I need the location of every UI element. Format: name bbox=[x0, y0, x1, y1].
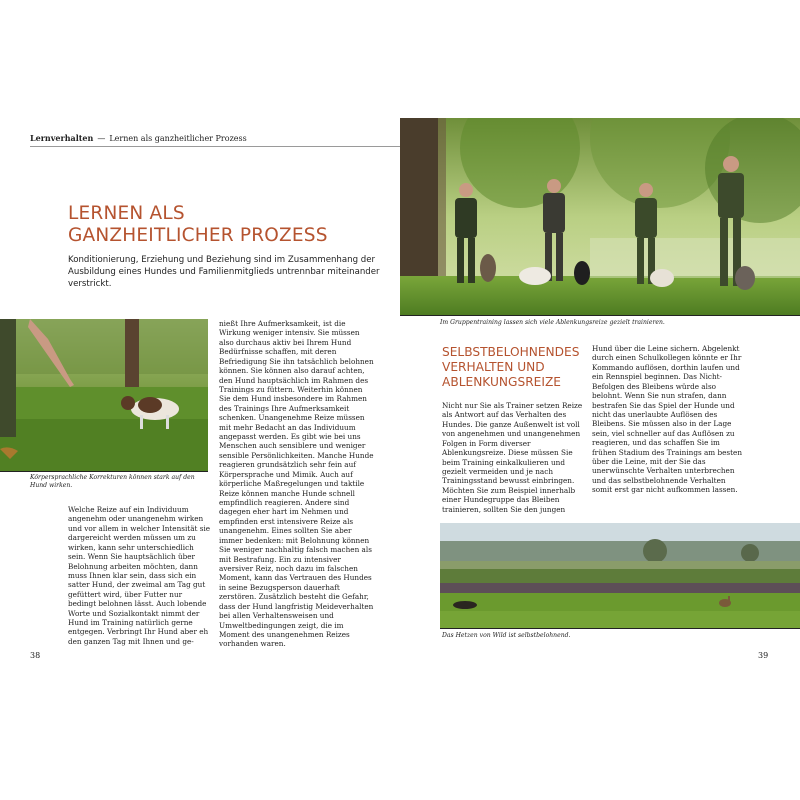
photo-field-hare bbox=[440, 523, 800, 628]
right-body-text-1: Nicht nur Sie als Trainer setzen Reize als Antwort auf das Verhalten des Hundes. Die ganze Außenwelt ist voll von angenehmen und unangenehmen Folgen in Form diverser Ablenkungsreize. Diese müssen Sie beim Training einkalkulieren und gezielt vermeiden und je nach Trainingsstand bewusst einbringen. Möchten Sie zum Beispiel innerhalb einer Hundegruppe das Bleiben trainieren, sollten Sie den jungen bbox=[442, 401, 583, 514]
right-body-column-2 bbox=[592, 344, 742, 495]
photo-caption-left: Körpersprachliche Korrekturen können stark auf den Hund wirken. bbox=[30, 474, 195, 490]
photo-group-training bbox=[400, 118, 800, 315]
left-body-column-1 bbox=[68, 505, 212, 646]
photo-handler-dog-image bbox=[0, 319, 208, 471]
photo-field-hare-image bbox=[440, 523, 800, 628]
right-page bbox=[400, 0, 800, 800]
running-head-section: Lernverhalten bbox=[30, 133, 94, 143]
chapter-title-line2: GANZHEITLICHER PROZESS bbox=[68, 225, 328, 246]
running-head-rule bbox=[30, 146, 400, 147]
section-subtitle-line2: VERHALTEN UND bbox=[442, 360, 545, 374]
photo-group-training-image bbox=[400, 118, 800, 315]
page-number-right: 39 bbox=[758, 651, 769, 660]
page-number-left: 38 bbox=[30, 651, 41, 660]
running-head bbox=[30, 133, 247, 143]
caption-rule-bottom bbox=[440, 628, 800, 629]
left-body-text-1: Welche Reize auf ein Individuum angenehm oder unangenehm wirken und vor allem in welcher Intensität sie dargereicht werden müssen um zu wirken, kann sehr unterschiedlich sein. Wenn Sie hauptsächlich über Belohnung arbeiten möchten, dann muss Ihnen klar sein, dass sich ein satter Hund, der zweimal am Tag gut gefüttert wird, über Futter nur bedingt belohnen lässt. Auch lobende Worte und Sozialkontakt nimmt der Hund im Training natürlich gerne entgegen. Verbringt Ihr Hund aber eh den ganzen Tag mit Ihnen und ge- bbox=[68, 505, 211, 646]
section-subtitle bbox=[442, 345, 602, 390]
photo-handler-dog bbox=[0, 319, 208, 471]
section-subtitle-line3: ABLENKUNGSREIZE bbox=[442, 375, 562, 389]
running-head-separator: — bbox=[97, 134, 106, 143]
chapter-title bbox=[68, 203, 388, 247]
right-body-text-2: Hund über die Leine sichern. Abgelenkt durch einen Schulkollegen könnte er Ihr Kommando auflösen, dorthin laufen und ein Rennspiel beginnen. Das Nicht-Befolgen des Bleibens würde also belohnt. Wenn Sie nun strafen, dann bestrafen Sie das Spiel der Hunde und nicht das unerlaubte Auflösen des Bleibens. Sie müssen also in der Lage sein, viel schneller auf das Auflösen zu reagieren, und das schaffen Sie im frühen Stadium des Trainings am besten über die Leine, mit der Sie das unerwünschte Verhalten unterbrechen und das selbstbelohnende Verhalten somit erst gar nicht aufkommen lassen. bbox=[592, 344, 743, 495]
caption-rule bbox=[0, 471, 208, 472]
section-subtitle-line1: SELBSTBELOHNENDES bbox=[442, 345, 580, 359]
left-body-column-2 bbox=[219, 319, 374, 649]
left-body-text-2: nießt Ihre Aufmerksamkeit, ist die Wirkung weniger intensiv. Sie müssen also durchaus aktiv bei Ihrem Hund Bedürfnisse schaffen, mit deren Befriedigung Sie ihn tatsächlich belohnen können. Sie können also darauf achten, den Hund hauptsächlich im Rahmen des Trainings zu füttern. Weiterhin können Sie dem Hund insbesondere im Rahmen des Trainings Ihre Aufmerksamkeit schenken. Unangenehme Reize müssen mit mehr Bedacht an das Individuum angepasst werden. Es gibt wie bei uns Menschen auch sensiblere und weniger sensible Persönlichkeiten. Manche Hunde reagieren grundsätzlich sehr fein auf Körpersprache und Mimik. Auch auf körperliche Maßregelungen und taktile Reize können manche Hunde schnell empfindlich reagieren. Andere sind dagegen eher hart im Nehmen und empfinden erst intensivere Reize als unangenehm. Eines sollten Sie aber immer bedenken: mit Belohnung können Sie weniger nachhaltig falsch machen als mit Bestrafung. Ein zu intensiver aversiver Reiz, noch dazu im falschen Moment, kann das Vertrauen des Hundes in seine Bezugsperson dauerhaft zerstören. Zusätzlich besteht die Gefahr, dass der Hund langfristig Meideverhalten bei allen Verhaltensweisen und Umweltbedingungen zeigt, die im Moment des unangenehmen Reizes vorhanden waren. bbox=[219, 319, 374, 649]
running-head-chapter: Lernen als ganzheitlicher Prozess bbox=[109, 134, 247, 143]
chapter-title-line1: LERNEN ALS bbox=[68, 203, 185, 224]
right-body-column-1 bbox=[442, 401, 589, 514]
caption-rule-top bbox=[400, 315, 800, 316]
photo-caption-top: Im Gruppentraining lassen sich viele Ablenkungsreize gezielt trainieren. bbox=[440, 319, 665, 326]
photo-caption-bottom: Das Hetzen von Wild ist selbstbelohnend. bbox=[442, 632, 571, 639]
lead-paragraph: Konditionierung, Erziehung und Beziehung sind im Zusammenhang der Ausbildung eines Hundes und Familienmitglieds untrennbar miteinander verstrickt. bbox=[68, 255, 380, 289]
